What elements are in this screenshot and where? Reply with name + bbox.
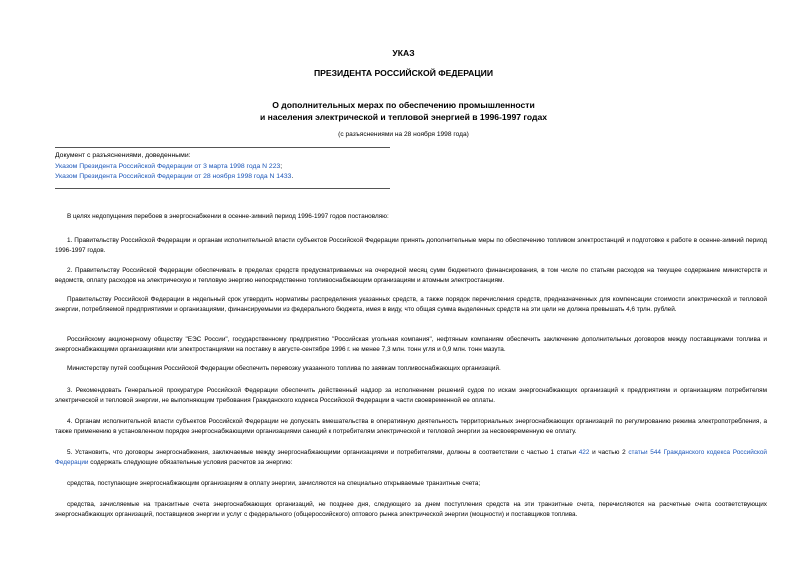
top-divider <box>55 147 390 148</box>
preamble-text: В целях недопущения перебоев в энергоснабжении в осенне-зимний период 1996-1997 годов постановляю: <box>67 213 389 220</box>
reference-link-2[interactable]: Указом Президента Российской Федерации от 28 ноября 1998 года N 1433 <box>55 173 292 180</box>
decree-heading: УКАЗ <box>392 48 415 58</box>
p5-text-c: содержать следующие обязательные условия расчетов за энергию: <box>88 459 293 466</box>
paragraph-2-cont: Правительству Российской Федерации в недельный срок утвердить нормативы распределения указанных средств, а также порядок перечисления средств, предназначенных для компенсации стоимости электрической и тепловой энергии, потребляемой предприятиями и организациями, финансируемыми из федерального бюджета, имея в виду, что общая сумма выделенных средств на эти цели не должна превышать 4,6 трлн. рублей. <box>55 296 767 313</box>
reference-sep: ; <box>280 162 283 170</box>
paragraph-transfers: средства, зачисляемые на транзитные счета энергоснабжающих организаций, не позднее дня, следующего за днем поступления средств на эти транзитные счета, перечисляются на расчетные счета соответствующих энергоснабжающих организаций, поставщиков энергии и услуг с федерального (общероссийского) оптового рынка электрической энергии (мощности) и поставщиков топлива. <box>55 501 767 518</box>
paragraph-3: 3. Рекомендовать Генеральной прокуратуре Российской Федерации обеспечить действенный надзор за исполнением решений судов по искам энергоснабжающих организаций к предприятиям и организациям потребителям электрической и тепловой энергии, не выполняющим требования Гражданского кодекса Российской Федерации в части своевременной ее оплаты. <box>55 387 767 404</box>
article-422-link[interactable]: 422 <box>578 449 590 456</box>
document-title-line2: и населения электрической и тепловой энергией в 1996-1997 годах <box>259 112 548 122</box>
paragraph-4: 4. Органам исполнительной власти субъектов Российской Федерации не допускать вмешательства в оперативную деятельность территориальных энергоснабжающих организаций по регулированию режима электропотребления, а также применению в установленном порядке энергоснабжающими организациями санкций к потребителям электрической и тепловой энергии за несвоевременную ее оплату. <box>55 418 767 435</box>
paragraph-transit-accounts: средства, поступающие энергоснабжающим организациям в оплату энергии, зачисляются на специально открываемые транзитные счета; <box>67 480 481 487</box>
reference-link-1[interactable]: Указом Президента Российской Федерации от 3 марта 1998 года N 223 <box>55 162 281 170</box>
references-block <box>55 151 293 183</box>
article-544-link[interactable]: статьи 544 Гражданского кодекса Российской Федерации <box>55 449 767 466</box>
document-title-line1: О дополнительных мерах по обеспечению промышленности <box>272 100 535 110</box>
paragraph-fuel-contracts: Российскому акционерному обществу "ЕЭС России", государственному предприятию "Российская угольная компания", нефтяным компаниям обеспечить заключение дополнительных договоров между поставщиками топлива и энергоснабжающими организациями или электростанциями на поставку в августе-сентябре 1996 г. не менее 7,3 млн. тонн угля и 0,9 млн. тонн мазута. <box>55 336 767 353</box>
p5-text-a: 5. Установить, что договоры энергоснабжения, заключаемые между энергоснабжающими организациями и потребителями, должны в соответствии с частью 1 статьи <box>67 449 579 456</box>
paragraph-2: 2. Правительству Российской Федерации обеспечивать в пределах средств предусматриваемых на очередной месяц сумм бюджетного финансирования, в том числе по статьям расходов на текущее содержание министерств и ведомств, оплату расходов на электрическую и тепловую энергию непосредственно топливоснабжающим организациям и атомным электростанциям. <box>55 267 767 284</box>
reference-line-2 <box>55 172 293 183</box>
paragraph-1: 1. Правительству Российской Федерации и органам исполнительной власти субъектов Российской Федерации принять дополнительные меры по обеспечению топливом электростанций и подготовке к работе в осенне-зимний период 1996-1997 годов. <box>55 237 767 254</box>
paragraph-5 <box>55 448 767 468</box>
p5-text-b: и частью 2 <box>589 449 629 456</box>
president-heading: ПРЕЗИДЕНТА РОССИЙСКОЙ ФЕДЕРАЦИИ <box>313 68 494 78</box>
reference-line-1 <box>55 162 293 173</box>
amendments-note: (с разъяснениями на 28 ноября 1998 года) <box>338 131 469 138</box>
references-intro: Документ с разъяснениями, доведенными: <box>55 152 191 159</box>
bottom-divider <box>55 188 390 189</box>
paragraph-preamble <box>55 212 767 222</box>
reference-end: . <box>291 173 294 180</box>
paragraph-railways: Министерству путей сообщения Российской Федерации обеспечить перевозку указанного топлива по заявкам топливоснабжающих организаций. <box>67 365 501 372</box>
